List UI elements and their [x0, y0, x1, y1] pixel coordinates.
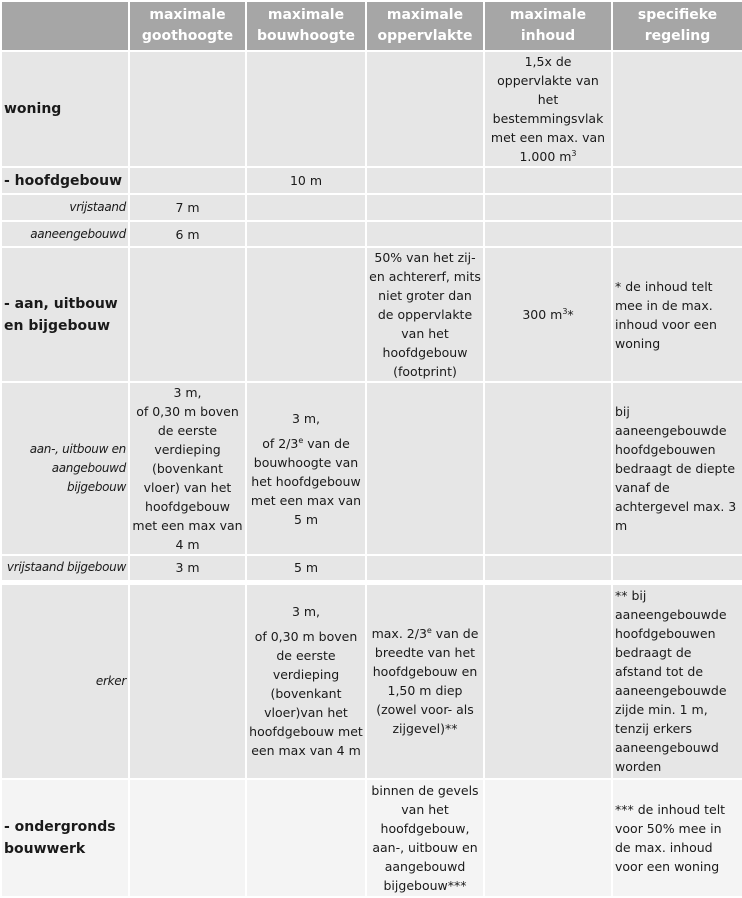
cell [484, 194, 612, 221]
aan-uitbouw-oppervlakte: 50% van het zij- en achtererf, mits niet groter dan de oppervlakte van het hoofdgebouw (footprint) [366, 247, 484, 382]
cell [612, 167, 742, 194]
header-specifiek: specifieke regeling [612, 1, 742, 51]
erker-oppervlakte: max. 2/3e van de breedte van het hoofdgebouw en 1,50 m diep (zowel voor- als zijgevel)** [366, 582, 484, 779]
row-label-woning: woning [1, 51, 129, 167]
table-row-woning [1, 51, 742, 167]
cell [129, 51, 246, 167]
cell [612, 51, 742, 167]
cell [129, 779, 246, 897]
cell [366, 382, 484, 555]
row-label-aan-uitbouw: - aan, uitbouw en bijgebouw [1, 247, 129, 382]
cell [129, 247, 246, 382]
vrijstaand-bijgebouw-bouwhoogte: 5 m [246, 555, 366, 582]
row-label-vrijstaand: vrijstaand [1, 194, 129, 221]
table-row-aan-uitbouw [1, 247, 742, 382]
aan-uitbouw-specifiek: * de inhoud telt mee in de max. inhoud voor een woning [612, 247, 742, 382]
cell [484, 555, 612, 582]
aan-uitbouw-inhoud: 300 $m^3*$ [484, 247, 612, 382]
cell [246, 779, 366, 897]
cell [246, 247, 366, 382]
cell [484, 779, 612, 897]
table-row-vrijstaand [1, 194, 742, 221]
cell [612, 194, 742, 221]
row-label-hoofdgebouw: - hoofdgebouw [1, 167, 129, 194]
table-row-ondergronds [1, 779, 742, 897]
vrijstaand-goothoogte: 7 m [129, 194, 246, 221]
cell [366, 555, 484, 582]
cell [129, 167, 246, 194]
cell [246, 194, 366, 221]
cell [484, 167, 612, 194]
erker-specifiek: ** bij aaneengebouwde hoofdgebouwen bedraagt de afstand tot de aaneengebouwde zijde min. 1 m, tenzij erkers aaneengebouwd worden [612, 582, 742, 779]
table-row-aaneengebouwd [1, 221, 742, 247]
header-empty [1, 1, 129, 51]
header-goothoogte: maximale goothoogte [129, 1, 246, 51]
row-label-aaneengebouwd: aaneengebouwd [1, 221, 129, 247]
row-label-aangebouwd: aan-, uitbouw en aangebouwd bijgebouw [1, 382, 129, 555]
erker-bouwhoogte: 3 m, of 0,30 m boven de eerste verdieping (bovenkant vloer)van het hoofdgebouw met een max van 4 m [246, 582, 366, 779]
row-label-vrijstaand-bijgebouw: vrijstaand bijgebouw [1, 555, 129, 582]
cell [366, 221, 484, 247]
vrijstaand-bijgebouw-goothoogte: 3 m [129, 555, 246, 582]
table-row-aangebouwd [1, 382, 742, 555]
cell [484, 382, 612, 555]
cell [366, 167, 484, 194]
header-oppervlakte: maximale oppervlakte [366, 1, 484, 51]
aangebouwd-goothoogte: 3 m, of 0,30 m boven de eerste verdieping (bovenkant vloer) van het hoofdgebouw met een max van 4 m [129, 382, 246, 555]
ondergronds-oppervlakte: binnen de gevels van het hoofdgebouw, aan-, uitbouw en aangebouwd bijgebouw*** [366, 779, 484, 897]
cell [246, 51, 366, 167]
cell [129, 582, 246, 779]
hoofdgebouw-bouwhoogte: 10 m [246, 167, 366, 194]
row-label-erker: erker [1, 582, 129, 779]
aaneengebouwd-goothoogte: 6 m [129, 221, 246, 247]
cell [612, 555, 742, 582]
table-row-hoofdgebouw [1, 167, 742, 194]
aangebouwd-specifiek: bij aaneengebouwde hoofdgebouwen bedraagt de diepte vanaf de achtergevel max. 3 m [612, 382, 742, 555]
cell [366, 51, 484, 167]
cell [484, 221, 612, 247]
cell [246, 221, 366, 247]
header-bouwhoogte: maximale bouwhoogte [246, 1, 366, 51]
table-row-erker [1, 582, 742, 779]
aangebouwd-bouwhoogte: 3 m, of 2/3e van de bouwhoogte van het hoofdgebouw met een max van 5 m [246, 382, 366, 555]
ondergronds-specifiek: *** de inhoud telt voor 50% mee in de max. inhoud voor een woning [612, 779, 742, 897]
woning-inhoud: 1,5x de oppervlakte van het bestemmingsvlak met een max. van 1.000 $m^3$ [484, 51, 612, 167]
header-inhoud: maximale inhoud [484, 1, 612, 51]
cell [484, 582, 612, 779]
row-label-ondergronds: - ondergronds bouwwerk [1, 779, 129, 897]
cell [612, 221, 742, 247]
cell [366, 194, 484, 221]
header-row [1, 1, 742, 51]
table-row-vrijstaand-bijgebouw [1, 555, 742, 582]
